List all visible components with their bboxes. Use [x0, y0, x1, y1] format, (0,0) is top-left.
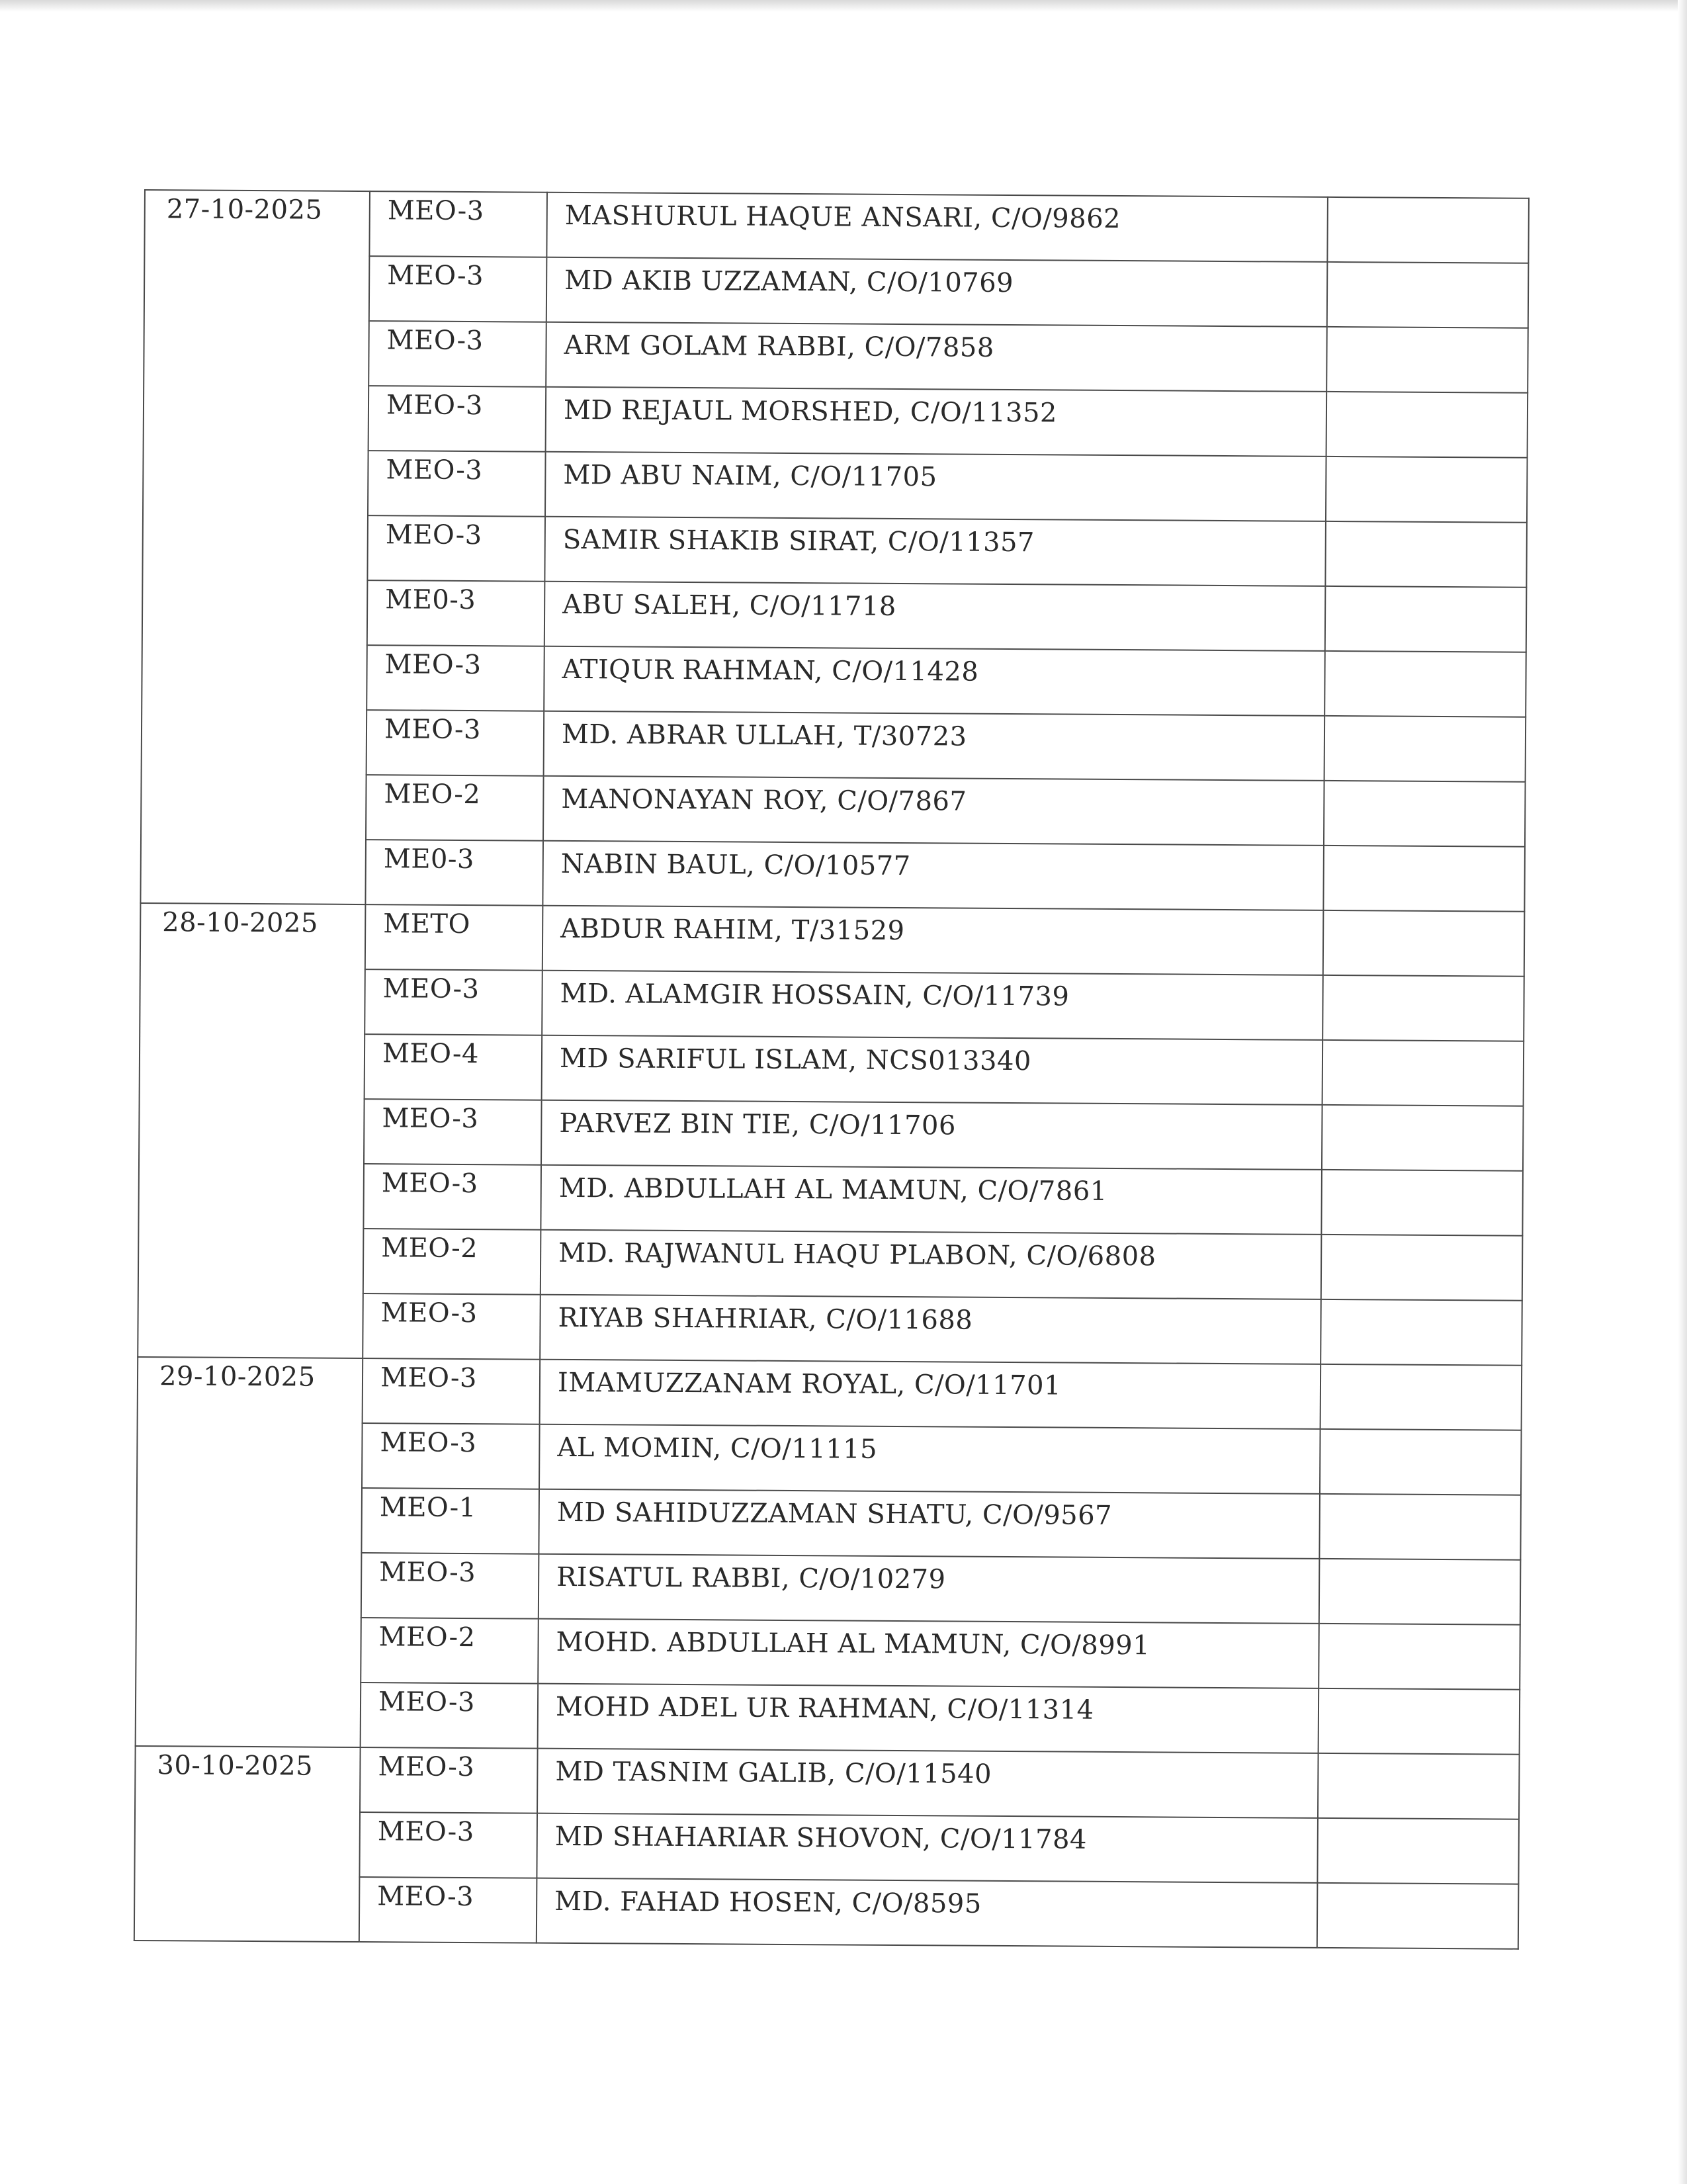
- remark: [1318, 1884, 1518, 1896]
- name-cell: [546, 322, 1327, 392]
- duty-date: 30-10-2025: [157, 1750, 314, 1782]
- designation-cell: [361, 1488, 539, 1554]
- designation-cell: [367, 580, 545, 646]
- designation: MEO-3: [387, 260, 484, 292]
- name-cell: [537, 1749, 1319, 1818]
- designation-cell: [367, 515, 545, 582]
- remark: [1325, 717, 1525, 728]
- designation-cell: [365, 1034, 542, 1100]
- designation-cell: [369, 256, 547, 322]
- name-cell: [539, 1424, 1320, 1494]
- remark: [1326, 587, 1526, 599]
- remark-cell: [1319, 1559, 1521, 1625]
- remark-cell: [1323, 910, 1525, 977]
- officer-name: NABIN BAUL, C/O/10577: [560, 848, 911, 882]
- name-cell: [544, 517, 1326, 586]
- designation-cell: [365, 904, 543, 971]
- designation: ME0-3: [383, 844, 475, 875]
- duty-date: 27-10-2025: [166, 194, 323, 226]
- duty-date: 28-10-2025: [162, 907, 318, 939]
- designation-cell: [366, 775, 544, 841]
- officer-name: RIYAB SHAHRIAR, C/O/11688: [558, 1302, 973, 1336]
- name-cell: [541, 1165, 1322, 1235]
- roster-row: [138, 1357, 1522, 1430]
- roster-body: [134, 190, 1529, 1949]
- roster-row: [140, 903, 1525, 977]
- remark-cell: [1324, 651, 1526, 717]
- designation-cell: [364, 1099, 542, 1165]
- scan-top-edge: [0, 0, 1687, 12]
- remark-cell: [1320, 1429, 1522, 1495]
- remark-cell: [1322, 975, 1524, 1041]
- remark: [1328, 328, 1528, 339]
- designation-cell: [359, 1877, 537, 1943]
- remark-cell: [1321, 1235, 1523, 1301]
- officer-name: MD. RAJWANUL HAQU PLABON, C/O/6808: [558, 1237, 1156, 1272]
- remark-cell: [1327, 262, 1529, 328]
- designation: MEO-3: [377, 1816, 474, 1848]
- remark-cell: [1325, 586, 1527, 652]
- designation: MEO-3: [384, 714, 482, 746]
- designation: MEO-3: [380, 1427, 477, 1459]
- officer-name: MD SARIFUL ISLAM, NCS013340: [559, 1043, 1032, 1077]
- name-cell: [542, 906, 1324, 975]
- roster-row: [135, 1746, 1520, 1819]
- designation: MEO-3: [387, 195, 484, 227]
- name-cell: [541, 1230, 1322, 1299]
- name-cell: [539, 1554, 1320, 1624]
- name-cell: [538, 1619, 1319, 1688]
- officer-name: MD REJAUL MORSHED, C/O/11352: [563, 394, 1058, 429]
- remark-cell: [1317, 1883, 1519, 1949]
- remark-cell: [1327, 197, 1529, 263]
- officer-name: ABU SALEH, C/O/11718: [562, 589, 896, 622]
- designation-cell: [361, 1553, 539, 1619]
- designation: MEO-3: [386, 325, 484, 357]
- officer-name: MD. ABRAR ULLAH, T/30723: [561, 719, 967, 752]
- designation: MEO-3: [379, 1557, 476, 1589]
- remark: [1324, 781, 1524, 793]
- designation-cell: [362, 1423, 540, 1489]
- name-cell: [546, 257, 1328, 327]
- officer-name: AL MOMIN, C/O/11115: [557, 1432, 878, 1465]
- designation-cell: [363, 1293, 541, 1360]
- remark: [1322, 1170, 1522, 1182]
- designation: MEO-3: [380, 1362, 478, 1394]
- officer-name: RISATUL RABBI, C/O/10279: [556, 1561, 946, 1595]
- remark: [1320, 1559, 1520, 1571]
- name-cell: [540, 1295, 1321, 1364]
- date-cell: [134, 1746, 361, 1942]
- remark-cell: [1325, 521, 1527, 588]
- remark: [1326, 522, 1526, 534]
- name-cell: [546, 387, 1327, 457]
- officer-name: MD ABU NAIM, C/O/11705: [563, 459, 937, 493]
- designation: MEO-3: [381, 1168, 478, 1200]
- designation-cell: [368, 451, 546, 517]
- remark: [1326, 457, 1526, 469]
- designation-cell: [368, 386, 546, 452]
- officer-name: MD TASNIM GALIB, C/O/11540: [555, 1756, 992, 1790]
- name-cell: [544, 582, 1326, 651]
- officer-name: MD. ALAMGIR HOSSAIN, C/O/11739: [560, 978, 1070, 1012]
- name-cell: [542, 841, 1324, 910]
- officer-name: MD AKIB UZZAMAN, C/O/10769: [564, 265, 1014, 299]
- date-cell: [136, 1357, 363, 1747]
- name-cell: [543, 776, 1324, 846]
- designation: MEO-4: [382, 1038, 480, 1070]
- designation: MEO-2: [378, 1622, 476, 1653]
- duty-date: 29-10-2025: [159, 1361, 316, 1393]
- name-cell: [538, 1684, 1319, 1753]
- remark-cell: [1326, 392, 1528, 458]
- remark-cell: [1326, 327, 1528, 393]
- officer-name: MASHURUL HAQUE ANSARI, C/O/9862: [564, 200, 1121, 235]
- remark-cell: [1322, 1040, 1524, 1106]
- remark-cell: [1324, 781, 1526, 847]
- designation: METO: [383, 908, 471, 940]
- name-cell: [541, 1100, 1322, 1170]
- name-cell: [537, 1878, 1318, 1948]
- remark: [1327, 392, 1527, 404]
- officer-name: IMAMUZZANAM ROYAL, C/O/11701: [557, 1367, 1062, 1401]
- name-cell: [545, 452, 1326, 521]
- designation-cell: [368, 321, 546, 387]
- remark: [1324, 976, 1524, 988]
- remark-cell: [1326, 457, 1528, 523]
- remark-cell: [1319, 1624, 1520, 1690]
- officer-name: ABDUR RAHIM, T/31529: [560, 913, 905, 947]
- remark: [1324, 911, 1524, 923]
- designation: MEO-3: [382, 973, 480, 1005]
- designation-cell: [363, 1229, 541, 1295]
- remark: [1319, 1819, 1518, 1831]
- designation: ME0-3: [385, 584, 476, 616]
- remark-cell: [1317, 1818, 1519, 1884]
- remark-cell: [1321, 1170, 1523, 1236]
- designation-cell: [363, 1358, 541, 1424]
- remark: [1323, 1041, 1523, 1053]
- officer-name: MD SHAHARIAR SHOVON, C/O/11784: [554, 1821, 1088, 1855]
- name-cell: [544, 711, 1325, 781]
- remark-cell: [1324, 716, 1526, 782]
- officer-name: ARM GOLAM RABBI, C/O/7858: [564, 329, 994, 363]
- designation-cell: [361, 1682, 539, 1749]
- remark-cell: [1320, 1299, 1522, 1366]
- designation-cell: [367, 645, 544, 711]
- date-cell: [138, 903, 365, 1358]
- remark: [1322, 1106, 1522, 1117]
- remark: [1321, 1365, 1521, 1377]
- remark-cell: [1323, 846, 1525, 912]
- officer-name: PARVEZ BIN TIE, C/O/11706: [559, 1108, 957, 1141]
- remark: [1328, 198, 1528, 210]
- designation-cell: [365, 840, 543, 906]
- officer-name: SAMIR SHAKIB SIRAT, C/O/11357: [562, 524, 1035, 558]
- officer-name: MOHD ADEL UR RAHMAN, C/O/11314: [555, 1691, 1094, 1725]
- designation: MEO-3: [378, 1686, 476, 1718]
- designation: MEO-3: [378, 1751, 475, 1783]
- name-cell: [539, 1489, 1320, 1559]
- date-cell: [140, 190, 370, 904]
- name-cell: [537, 1813, 1318, 1883]
- remark-cell: [1319, 1688, 1520, 1755]
- designation-cell: [361, 1618, 539, 1684]
- remark-cell: [1319, 1494, 1521, 1560]
- remark: [1319, 1754, 1518, 1766]
- roster-row: [144, 190, 1529, 263]
- designation: MEO-1: [379, 1492, 476, 1524]
- designation-cell: [367, 710, 544, 776]
- officer-name: ATIQUR RAHMAN, C/O/11428: [562, 654, 979, 687]
- duty-roster-table: [134, 189, 1530, 1950]
- designation: MEO-3: [377, 1881, 474, 1913]
- officer-name: MD. FAHAD HOSEN, C/O/8595: [554, 1886, 982, 1919]
- remark: [1319, 1689, 1519, 1701]
- officer-name: MANONAYAN ROY, C/O/7867: [561, 783, 967, 817]
- designation: MEO-2: [384, 779, 481, 810]
- designation: MEO-3: [386, 390, 484, 421]
- designation-cell: [359, 1812, 537, 1878]
- designation-cell: [369, 191, 547, 257]
- name-cell: [540, 1360, 1321, 1429]
- name-cell: [542, 971, 1323, 1040]
- remark: [1322, 1235, 1522, 1247]
- officer-name: MD SAHIDUZZAMAN SHATU, C/O/9567: [556, 1497, 1113, 1531]
- name-cell: [542, 1035, 1323, 1105]
- name-cell: [546, 193, 1328, 262]
- scan-right-edge: [1678, 0, 1687, 2184]
- designation: MEO-2: [381, 1233, 478, 1264]
- designation: MEO-3: [386, 455, 483, 486]
- designation: MEO-3: [385, 519, 482, 551]
- designation: MEO-3: [382, 1103, 479, 1135]
- remark-cell: [1320, 1364, 1522, 1430]
- remark: [1324, 846, 1524, 858]
- officer-name: MOHD. ABDULLAH AL MAMUN, C/O/8991: [556, 1626, 1150, 1661]
- remark: [1320, 1495, 1520, 1507]
- remark: [1320, 1624, 1520, 1636]
- designation: MEO-3: [384, 649, 482, 681]
- remark: [1328, 263, 1528, 275]
- designation: MEO-3: [380, 1297, 478, 1329]
- remark: [1322, 1300, 1522, 1312]
- officer-name: MD. ABDULLAH AL MAMUN, C/O/7861: [558, 1172, 1107, 1207]
- designation-cell: [360, 1747, 538, 1813]
- remark-cell: [1318, 1753, 1520, 1819]
- remark-cell: [1322, 1105, 1524, 1171]
- designation-cell: [365, 969, 542, 1035]
- designation-cell: [363, 1164, 541, 1230]
- name-cell: [544, 646, 1325, 716]
- remark: [1326, 652, 1526, 664]
- remark: [1320, 1430, 1520, 1442]
